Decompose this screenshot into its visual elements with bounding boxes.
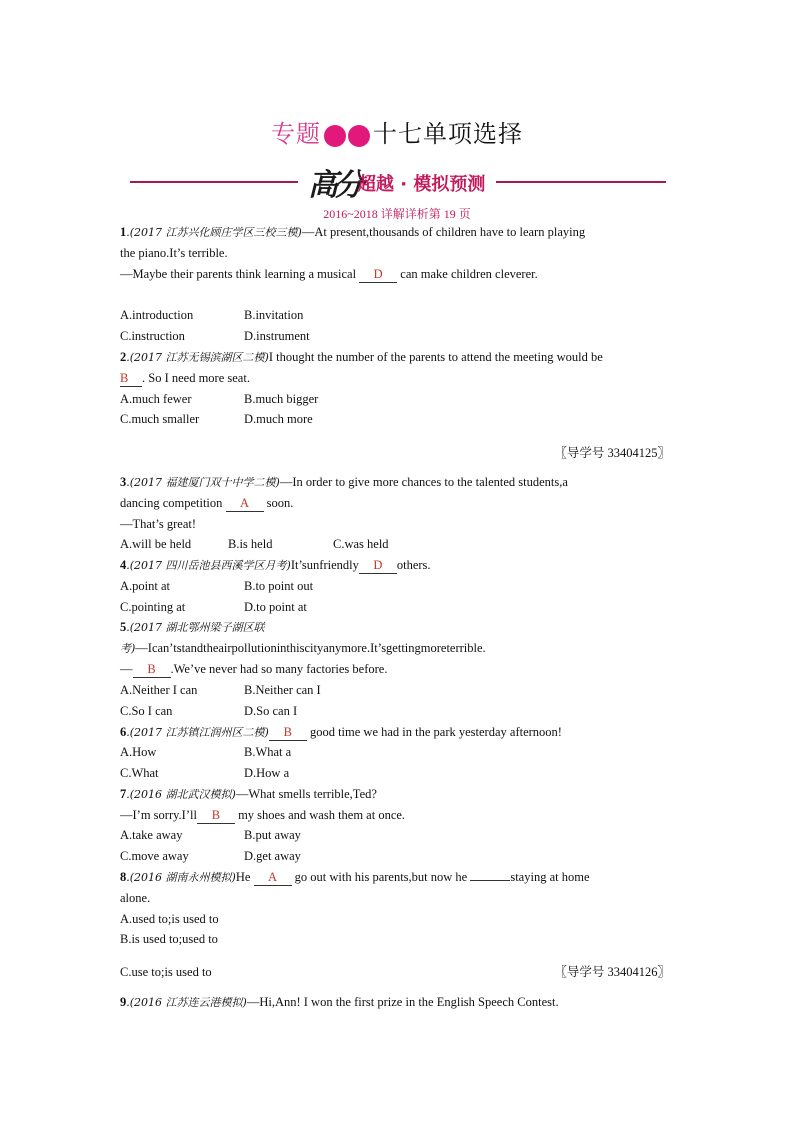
answer-3: A <box>226 495 264 512</box>
brush-logo: 高分 <box>308 168 360 203</box>
section-banner <box>130 168 666 203</box>
guide-number-1: 〖导学号 33404125〗 <box>554 446 670 460</box>
q8-option-a: A.used to;is used to <box>120 912 219 926</box>
question-1-line-1: 1.(2017 江苏兴化顾庄学区三校三模)—At present,thousands of children have to learn playing <box>120 225 586 239</box>
q2-option-c: C.much smaller <box>120 412 200 426</box>
banner-slogan: 超越 · 模拟预测 <box>358 174 486 195</box>
q7-option-d: D.get away <box>244 849 301 863</box>
question-5-line-1: 5.(2017 湖北鄂州梁子湖区联 <box>120 620 265 634</box>
q8-option-c: C.use to;is used to <box>120 965 212 979</box>
q2-option-b: B.much bigger <box>244 392 319 406</box>
answer-4: D <box>359 557 397 574</box>
q2-option-a: A.much fewer <box>120 392 192 406</box>
question-8-line-2: alone. <box>120 891 151 905</box>
q1-option-c: C.instruction <box>120 329 185 343</box>
question-8-line-1: 8.(2016 湖南永州模拟)He A go out with his parents,but now he staying at home <box>120 870 590 884</box>
q2-option-d: D.much more <box>244 412 313 426</box>
question-7-line-1: 7.(2016 湖北武汉模拟)—What smells terrible,Ted? <box>120 787 377 801</box>
answer-6: B <box>269 724 307 741</box>
q5-option-b: B.Neither can I <box>244 683 321 697</box>
question-2-line-1: 2.(2017 江苏无锡滨湖区二模)I thought the number of the parents to attend the meeting would be <box>120 350 603 364</box>
question-3-line-1: 3.(2017 福建厦门双十中学二模)—In order to give more chances to the talented students,a <box>120 475 568 489</box>
q7-option-a: A.take away <box>120 828 183 842</box>
question-5-line-2: 考)—Ican’tstandtheairpollutioninthiscityanymore.It’sgettingmoreterrible. <box>120 641 486 655</box>
q6-option-c: C.What <box>120 766 159 780</box>
q1-option-b: B.invitation <box>244 308 304 322</box>
question-1-line-2: the piano.It’s terrible. <box>120 246 228 260</box>
blank-8b <box>470 880 510 881</box>
q3-option-b: B.is held <box>228 537 273 551</box>
question-6-line-1: 6.(2017 江苏镇江润州区二模) B good time we had in the park yesterday afternoon! <box>120 725 562 739</box>
answer-5: B <box>133 661 171 678</box>
banner-line-left <box>130 181 298 183</box>
q1-option-d: D.instrument <box>244 329 310 343</box>
q7-option-c: C.move away <box>120 849 189 863</box>
answer-7: B <box>197 807 235 824</box>
q5-option-a: A.Neither I can <box>120 683 198 697</box>
question-7-line-2: —I’m sorry.I’ll B my shoes and wash them at once. <box>120 808 406 822</box>
q3-option-c: C.was held <box>333 537 389 551</box>
answer-1: D <box>359 266 397 283</box>
question-3-line-3: —That’s great! <box>120 517 197 531</box>
page-title: 专题 十七单项选择 <box>271 120 523 148</box>
question-4-line-1: 4.(2017 四川岳池县西溪学区月考)It’sunfriendly D others. <box>120 558 431 572</box>
q4-option-b: B.to point out <box>244 579 314 593</box>
question-5-line-3: — B .We’ve never had so many factories before. <box>120 662 388 676</box>
q5-option-d: D.So can I <box>244 704 298 718</box>
guide-number-2: 〖导学号 33404126〗 <box>554 965 670 979</box>
q8-option-b: B.is used to;used to <box>120 932 218 946</box>
banner-line-right <box>496 181 666 183</box>
q1-option-a: A.introduction <box>120 308 194 322</box>
q6-option-d: D.How a <box>244 766 290 780</box>
q4-option-a: A.point at <box>120 579 170 593</box>
question-1-line-3: —Maybe their parents think learning a musical D can make children cleverer. <box>120 267 538 281</box>
q7-option-b: B.put away <box>244 828 301 842</box>
page-subtitle: 2016~2018 详解详析第 19 页 <box>323 207 471 221</box>
answer-2: B <box>120 370 142 387</box>
question-9-line-1: 9.(2016 江苏连云港模拟)—Hi,Ann! I won the first prize in the English Speech Contest. <box>120 995 559 1009</box>
q3-option-a: A.will be held <box>120 537 192 551</box>
answer-8: A <box>254 869 292 886</box>
q4-option-c: C.pointing at <box>120 600 186 614</box>
q6-option-b: B.What a <box>244 745 292 759</box>
decorative-dots-icon <box>323 121 371 149</box>
q4-option-d: D.to point at <box>244 600 307 614</box>
q6-option-a: A.How <box>120 745 157 759</box>
question-3-line-2: dancing competition A soon. <box>120 496 294 510</box>
q5-option-c: C.So I can <box>120 704 173 718</box>
question-2-line-2: B . So I need more seat. <box>120 371 250 385</box>
